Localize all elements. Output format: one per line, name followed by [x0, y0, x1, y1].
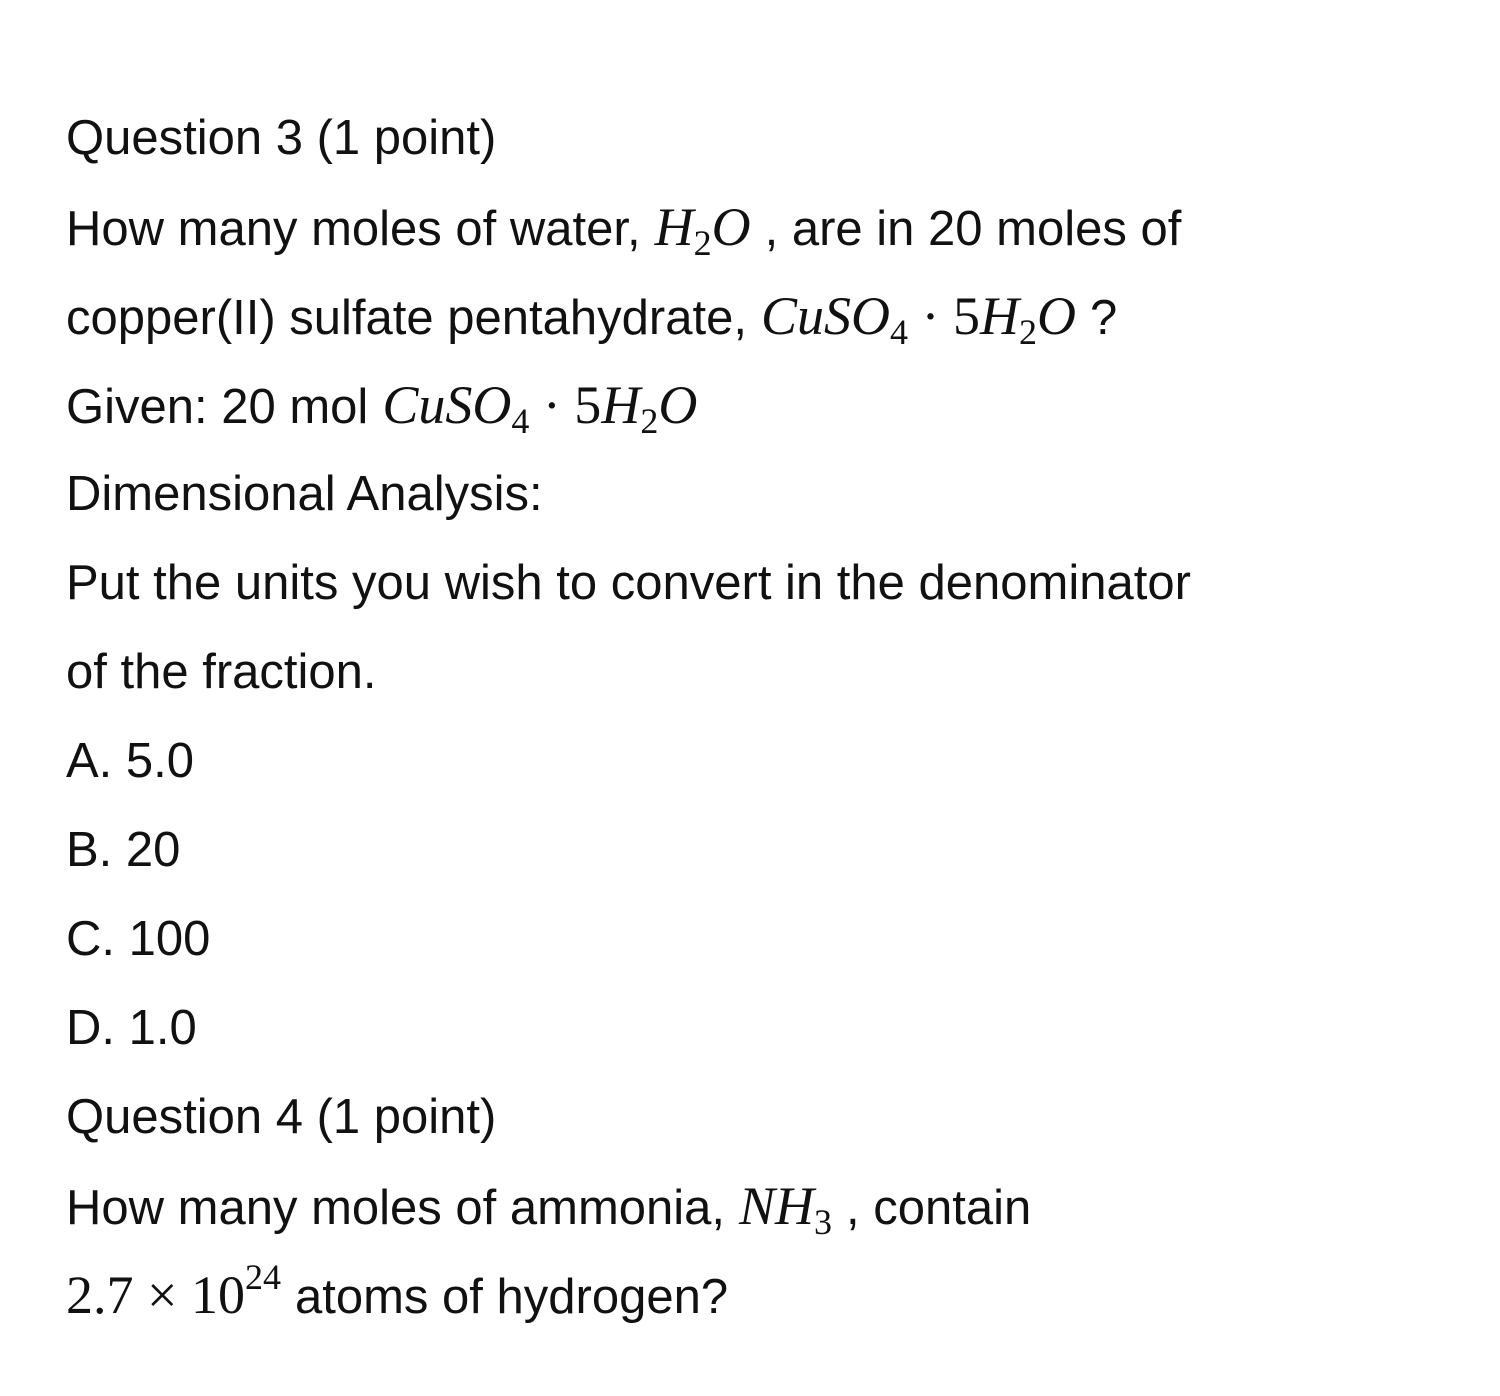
stem-text: ? — [1089, 291, 1118, 345]
question-3-heading — [66, 94, 1466, 183]
answer-option-d[interactable]: D. 1.0 — [66, 1001, 197, 1055]
question-heading-text: Question 4 (1 point) — [66, 1090, 497, 1144]
formula-given-compound: CuSO$_4$ · $5H_2O$ — [382, 375, 698, 441]
hint-line-1: Put the units you wish to convert in the denominator — [66, 556, 1191, 610]
stem-text: , are in 20 moles of — [764, 202, 1182, 256]
dimensional-analysis-label: Dimensional Analysis: — [66, 467, 543, 521]
stem-text: , contain — [846, 1181, 1032, 1235]
formula-copper-sulfate-pentahydrate: CuSO$_4$ · $5H_2O$ — [760, 286, 1076, 352]
question-heading-text: Question 3 (1 point) — [66, 111, 497, 165]
quiz-page — [66, 94, 1466, 1340]
question-3-given — [66, 361, 1466, 450]
stem-text: How many moles of ammonia, — [66, 1181, 726, 1235]
question-4-stem-line-2 — [66, 1251, 1466, 1340]
given-label: Given: 20 mol — [66, 380, 369, 434]
stem-text: How many moles of water, — [66, 202, 641, 256]
hint-line-2: of the fraction. — [66, 645, 377, 699]
question-3-stem-line-1 — [66, 183, 1466, 272]
answer-option-c[interactable]: C. 100 — [66, 912, 211, 966]
question-4-heading — [66, 1073, 1466, 1162]
stem-text: atoms of hydrogen? — [294, 1270, 729, 1324]
answer-option-b[interactable]: B. 20 — [66, 823, 181, 877]
formula-water: $H_2O$ — [654, 197, 751, 263]
question-3-stem-line-2 — [66, 272, 1466, 361]
formula-ammonia: $NH_3$ — [739, 1176, 833, 1242]
answer-option-a[interactable]: A. 5.0 — [66, 734, 195, 788]
stem-text: copper(II) sulfate pentahydrate, — [66, 291, 747, 345]
question-4-stem-line-1 — [66, 1162, 1466, 1251]
formula-hydrogen-atom-count: $2.7 \times 10^{24}$ — [66, 1257, 281, 1325]
